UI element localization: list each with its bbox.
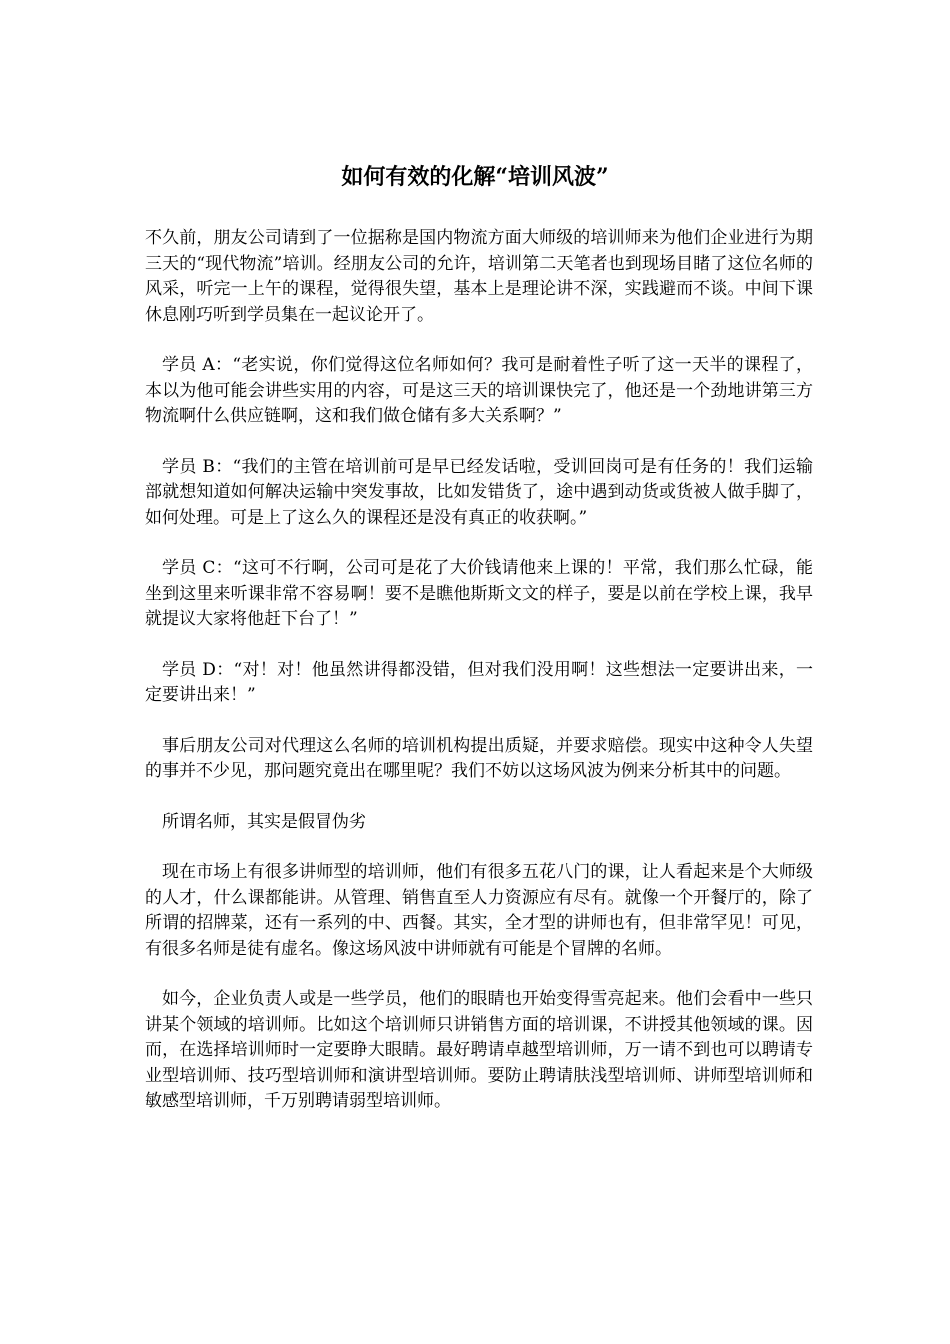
paragraph-market: 现在市场上有很多讲师型的培训师，他们有很多五花八门的课，让人看起来是个大师级的人才，什么课都能讲。从管理、销售直至人力资源应有尽有。就像一个开餐厅的，除了所谓的招牌菜，还有一系列的中、西餐。其实，全才型的讲师也有，但非常罕见！可见，有很多名师是徒有虚名。像这场风波中讲师就有可能是个冒牌的名师。 xyxy=(145,862,813,959)
paragraph-intro: 不久前，朋友公司请到了一位据称是国内物流方面大师级的培训师来为他们企业进行为期三天的“现代物流”培训。经朋友公司的允许，培训第二天笔者也到现场目睹了这位名师的风采，听完一上午的课程，觉得很失望，基本上是理论讲不深，实践避而不谈。中间下课休息刚巧听到学员集在一起议论开了。 xyxy=(145,228,813,325)
paragraph-student-b: 学员 B：“我们的主管在培训前可是早已经发话啦，受训回岗可是有任务的！我们运输部就想知道如何解决运输中突发事故，比如发错货了，途中遇到动货或货被人做手脚了，如何处理。可是上了这么久的课程还是没有真正的收获啊。” xyxy=(145,456,813,528)
paragraph-student-c: 学员 C：“这可不行啊，公司可是花了大价钱请他来上课的！平常，我们那么忙碌，能坐到这里来听课非常不容易啊！要不是瞧他斯斯文文的样子，要是以前在学校上课，我早就提议大家将他赶下台了！” xyxy=(145,558,813,629)
paragraph-selection: 如今，企业负责人或是一些学员，他们的眼睛也开始变得雪亮起来。他们会看中一些只讲某个领域的培训师。比如这个培训师只讲销售方面的培训课，不讲授其他领域的课。因而，在选择培训师时一定要睁大眼睛。最好聘请卓越型培训师，万一请不到也可以聘请专业型培训师、技巧型培训师和演讲型培训师。要防止聘请肤浅型培训师、讲师型培训师和敏感型培训师，千万别聘请弱型培训师。 xyxy=(145,989,813,1111)
document-body xyxy=(145,226,813,1140)
section-heading: 所谓名师，其实是假冒伪劣 xyxy=(162,811,366,832)
paragraph-aftermath: 事后朋友公司对代理这么名师的培训机构提出质疑，并要求赔偿。现实中这种令人失望的事并不少见，那问题究竟出在哪里呢？我们不妨以这场风波为例来分析其中的问题。 xyxy=(145,735,813,781)
paragraph-student-d: 学员 D：“对！对！他虽然讲得都没错，但对我们没用啊！这些想法一定要讲出来，一定要讲出来！” xyxy=(145,659,813,705)
document-title: 如何有效的化解“培训风波” xyxy=(341,164,609,190)
paragraph-student-a: 学员 A：“老实说，你们觉得这位名师如何？我可是耐着性子听了这一天半的课程了，本以为他可能会讲些实用的内容，可是这三天的培训课快完了，他还是一个劲地讲第三方物流啊什么供应链啊，这和我们做仓储有多大关系啊？” xyxy=(145,355,813,426)
